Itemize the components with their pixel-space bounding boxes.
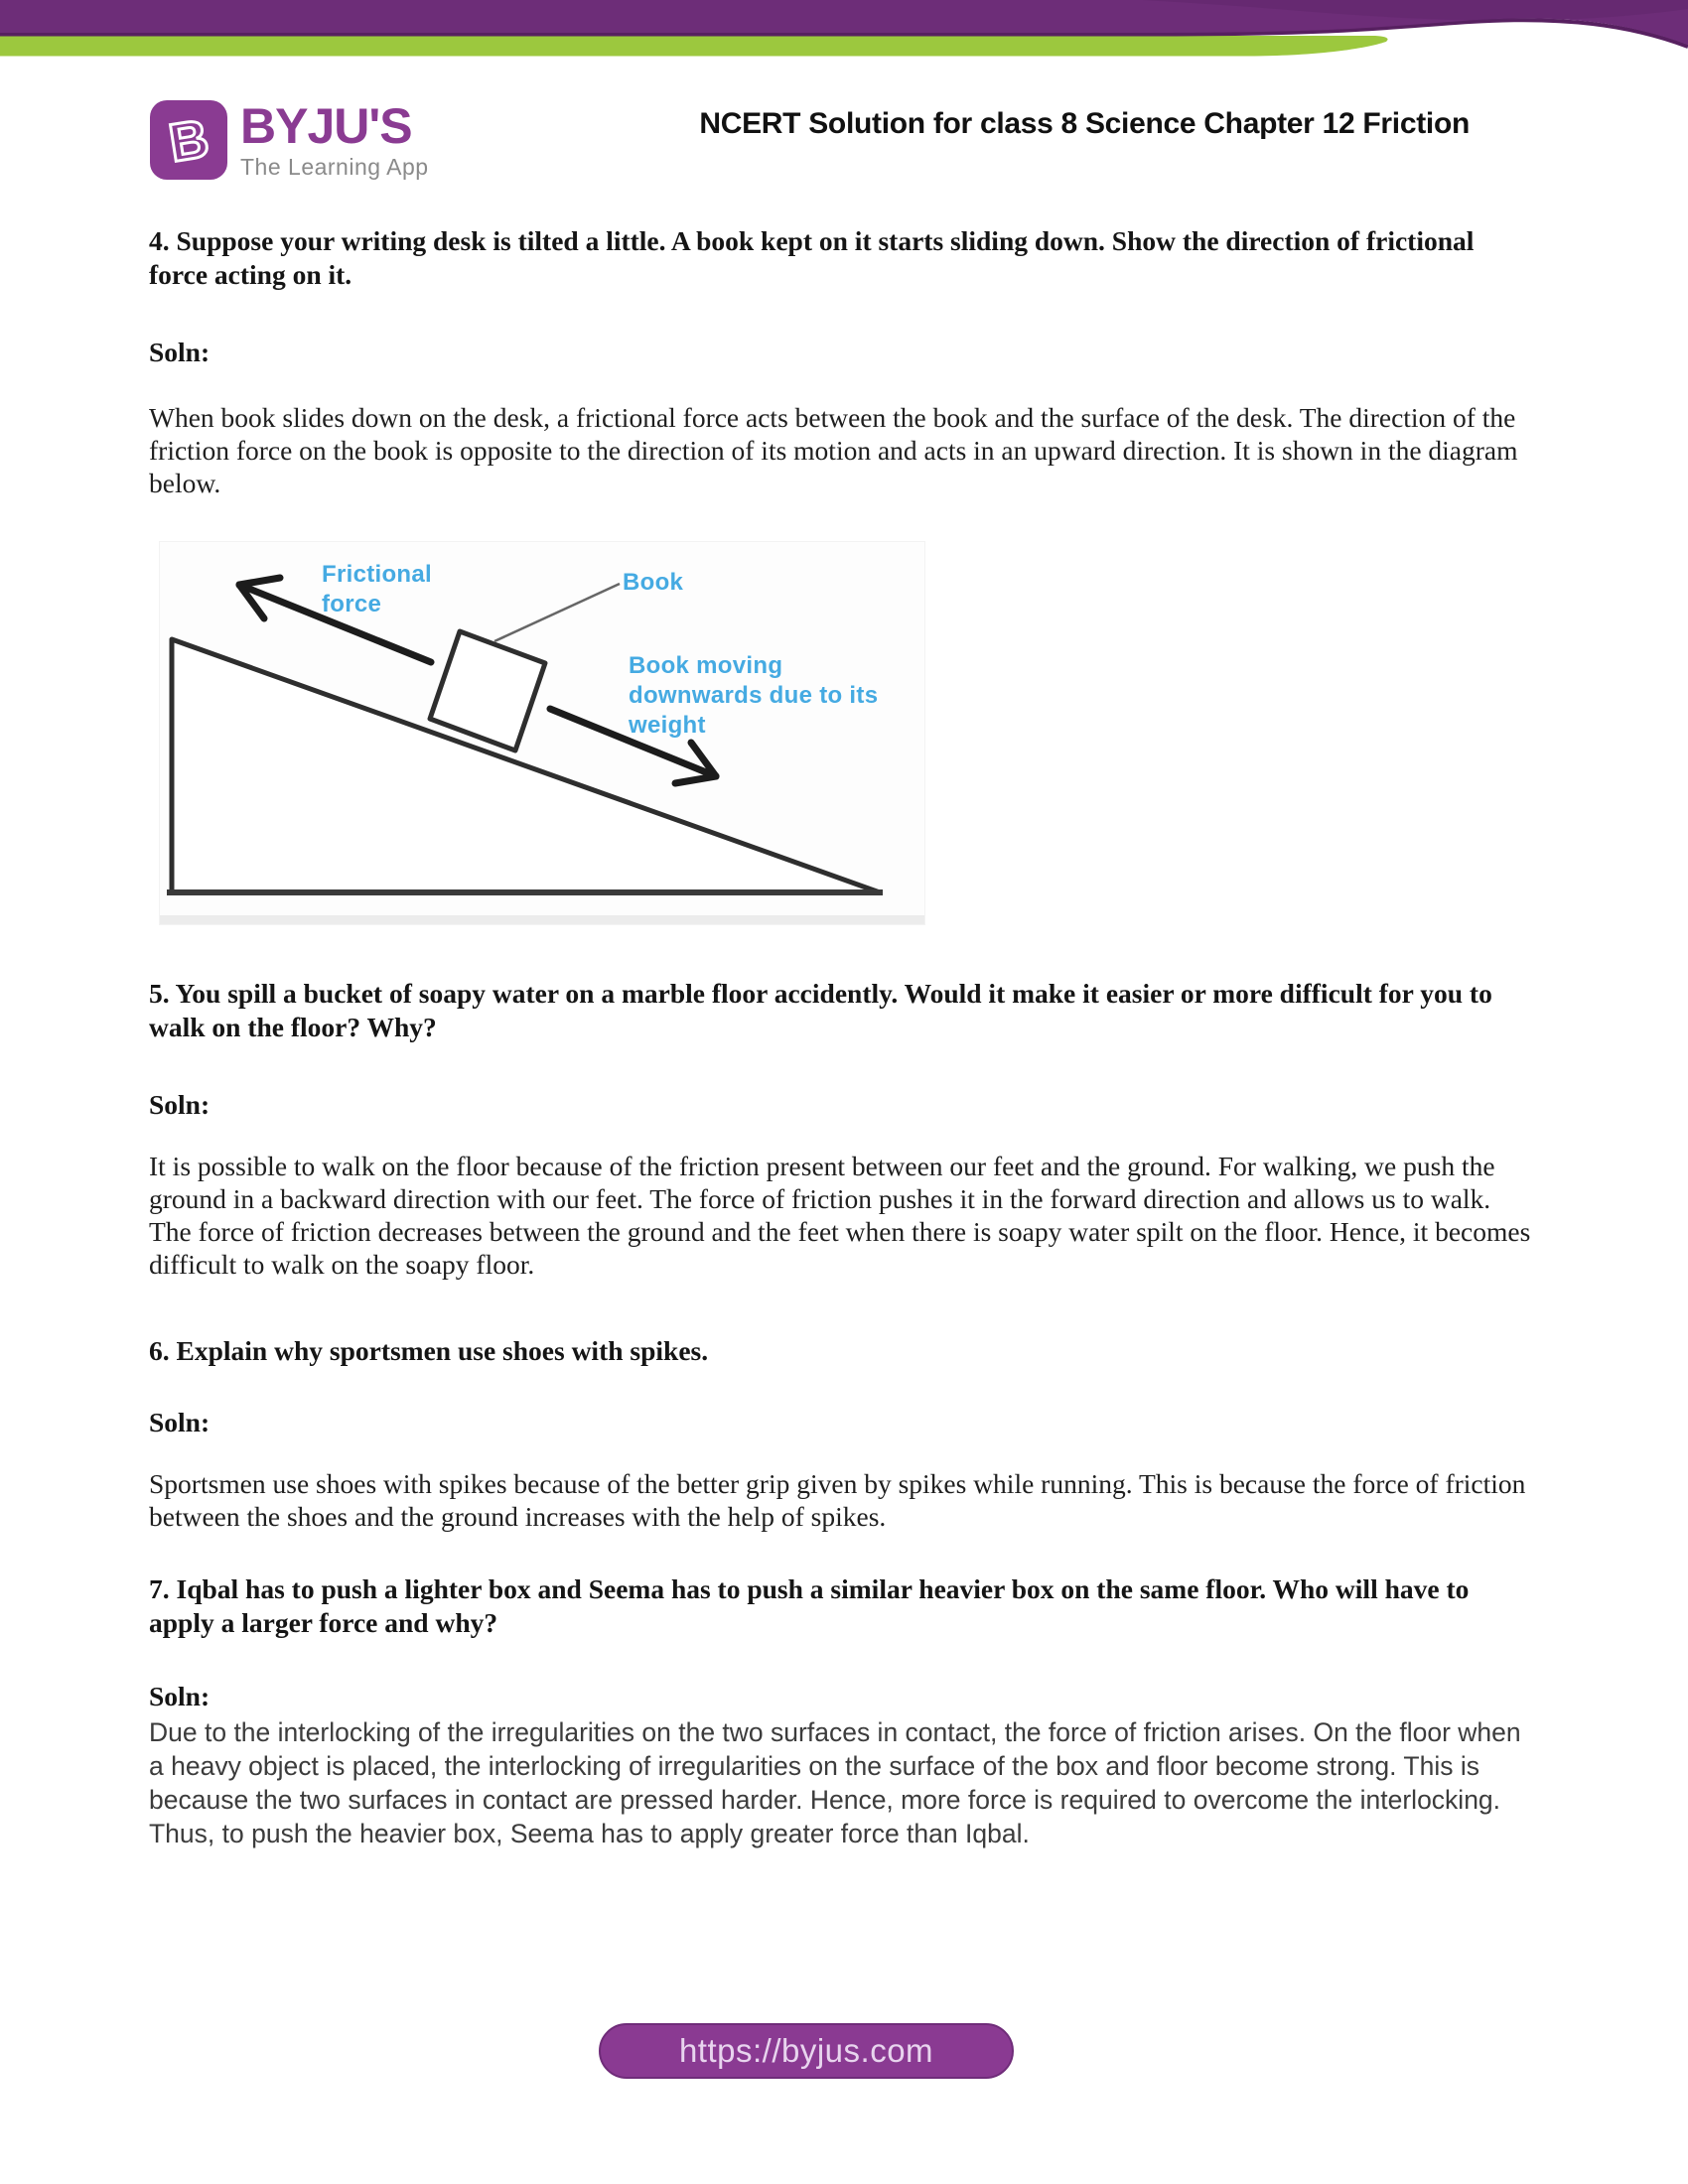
- footer-url-button[interactable]: [599, 2023, 1014, 2079]
- question-6: 6. Explain why sportsmen use shoes with spikes.: [149, 1335, 709, 1366]
- header: [149, 97, 1539, 189]
- answer-6: Sportsmen use shoes with spikes because of the better grip given by spikes while running. This is because the force of friction between the shoes and the ground increases with the help of spikes.: [149, 1468, 1526, 1532]
- answer-5: It is possible to walk on the floor because of the friction present between our feet and the ground. For walking, we push the ground in a backward direction with our feet. The force of friction pushes it in the forward direction and allows us to walk. The force of friction decreases between the ground and the feet when there is soapy water spilt on the floor. Hence, it becomes difficult to walk on the soapy floor.: [149, 1151, 1531, 1280]
- friction-diagram: [159, 541, 925, 925]
- logo-brand-text: BYJU'S: [240, 98, 412, 154]
- question-7: 7. Iqbal has to push a lighter box and Seema has to push a similar heavier box on the same floor. Who will have to apply a larger force and why?: [149, 1573, 1470, 1638]
- question-4: 4. Suppose your writing desk is tilted a little. A book kept on it starts sliding down. Show the direction of frictional force acting on it.: [149, 225, 1475, 290]
- label-book-moving: Book moving downwards due to its weight: [629, 652, 879, 739]
- content-column: [149, 189, 1537, 1850]
- logo-tagline: The Learning App: [240, 154, 429, 180]
- label-book: Book: [623, 569, 684, 596]
- top-banner-graphic: [0, 0, 1688, 89]
- logo-text-column: [240, 99, 429, 181]
- question-5: 5. You spill a bucket of soapy water on a marble floor accidently. Would it make it easier or more difficult for you to walk on the floor? Why?: [149, 978, 1492, 1042]
- soln-label-7: Soln:: [149, 1681, 211, 1711]
- answer-4: When book slides down on the desk, a frictional force acts between the book and the surface of the desk. The direction of the friction force on the book is opposite to the direction of its motion and acts in an upward direction. It is shown in the diagram below.: [149, 402, 1518, 498]
- footer-url-label: https://byjus.com: [678, 2032, 934, 2069]
- answer-7: Due to the interlocking of the irregularities on the two surfaces in contact, the force of friction arises. On the floor when a heavy object is placed, the interlocking of irregularities on the surface of the box and floor become strong. This is because the two surfaces in contact are pressed harder. Hence, more force is required to overcome the interlocking. Thus, to push the heavier box, Seema has to apply greater force than Iqbal.: [149, 1717, 1521, 1848]
- label-frictional-force: Frictional force: [322, 561, 433, 617]
- book-square: [430, 631, 545, 751]
- svg-text:B: B: [165, 108, 213, 174]
- soln-label-5: Soln:: [149, 1089, 211, 1120]
- soln-label-6: Soln:: [149, 1407, 211, 1437]
- book-pointer-line: [494, 584, 620, 641]
- byjus-logo: [149, 99, 429, 181]
- green-ribbon: [0, 36, 1388, 57]
- page-title: NCERT Solution for class 8 Science Chapter 12 Friction: [699, 107, 1470, 140]
- soln-label-4: Soln:: [149, 337, 211, 367]
- byjus-b-icon: [149, 99, 228, 181]
